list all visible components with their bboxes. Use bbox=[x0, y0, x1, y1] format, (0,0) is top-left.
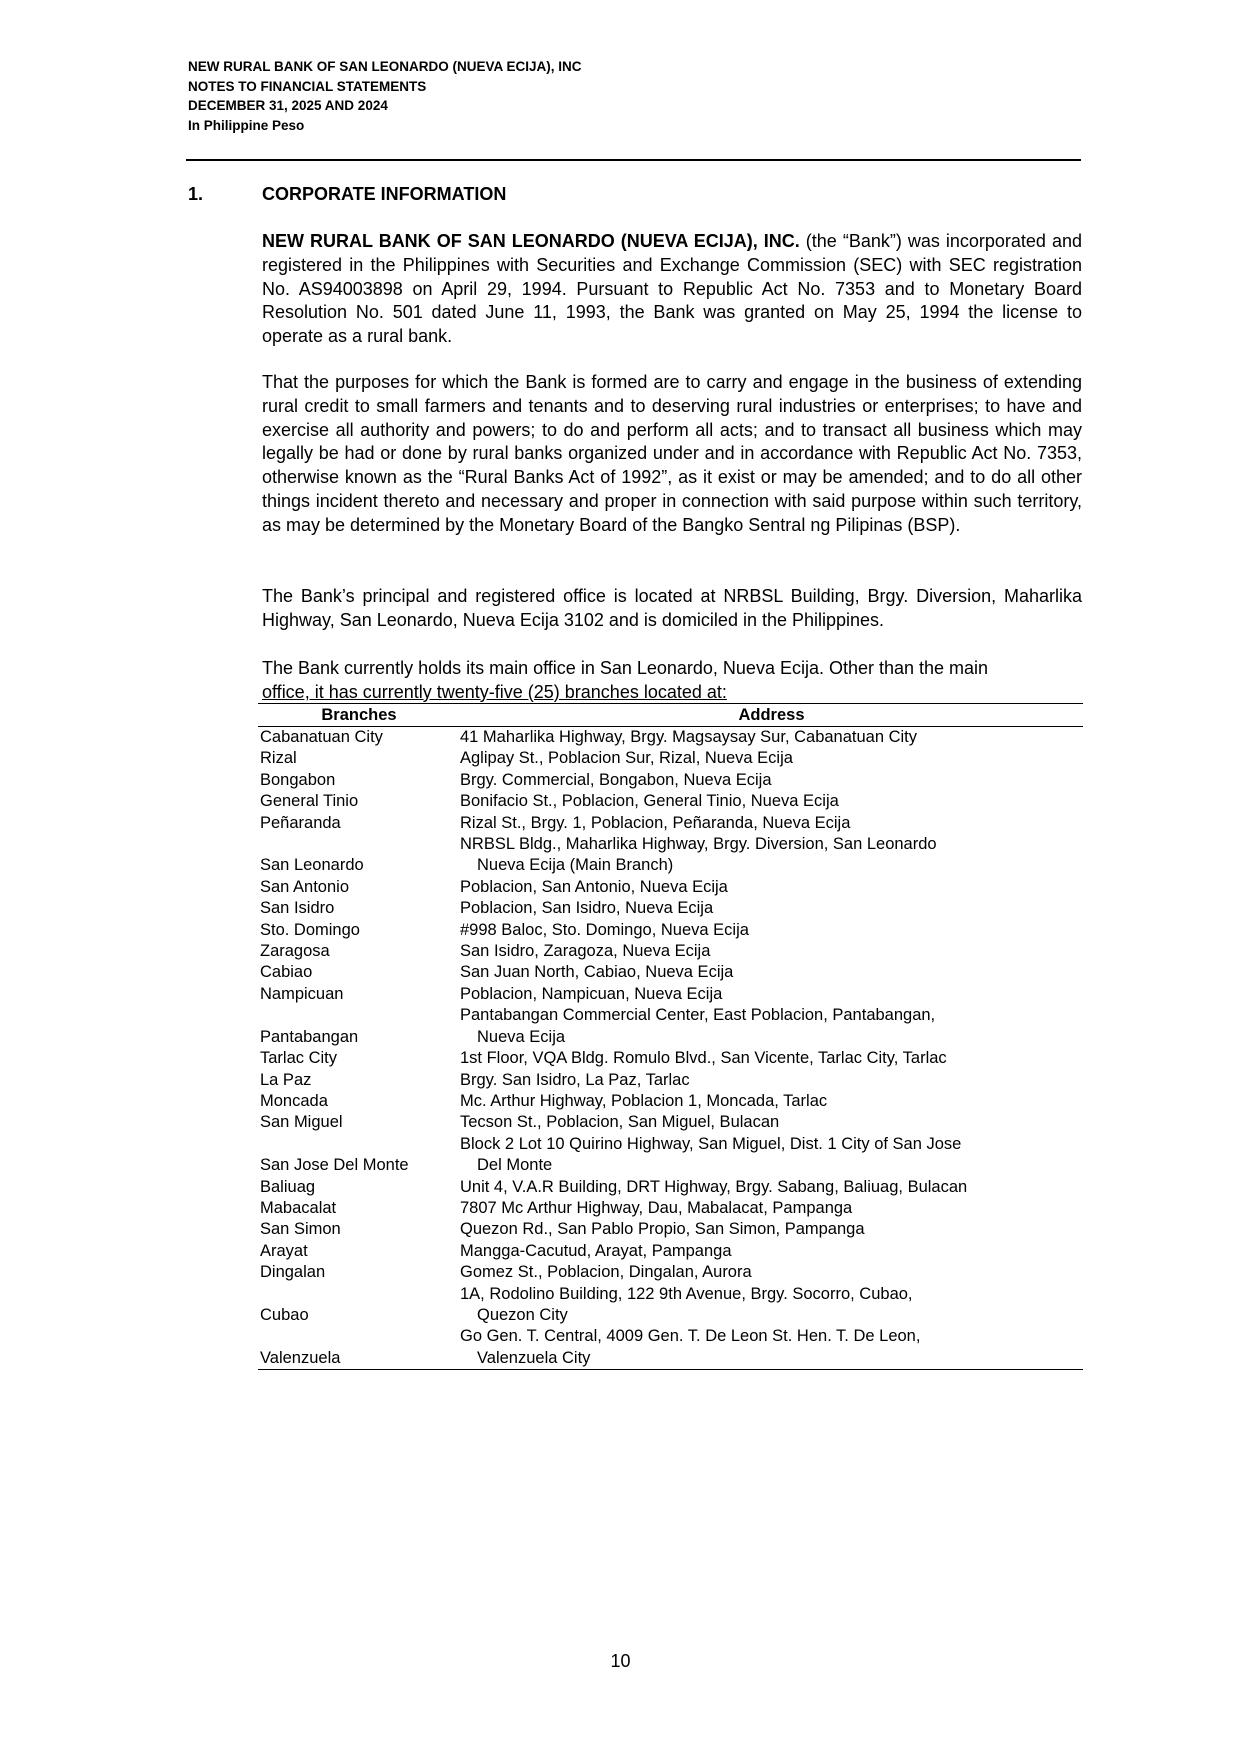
statement-title: NOTES TO FINANCIAL STATEMENTS bbox=[188, 78, 427, 94]
table-row bbox=[258, 941, 1083, 962]
branch-address bbox=[460, 770, 1083, 791]
branch-name: San Jose Del Monte bbox=[260, 1156, 409, 1175]
table-row bbox=[258, 962, 1083, 983]
branch-address-line: 7807 Mc Arthur Highway, Dau, Mabalacat, Pampanga bbox=[460, 1198, 853, 1217]
table-row bbox=[258, 813, 1083, 834]
table-row bbox=[258, 1219, 1083, 1240]
table-row bbox=[258, 1134, 1083, 1177]
branch-address-line: Mangga-Cacutud, Arayat, Pampanga bbox=[460, 1241, 732, 1260]
branch-name: La Paz bbox=[260, 1070, 312, 1089]
address-column-header: Address bbox=[460, 704, 1083, 727]
bank-name-bold: NEW RURAL BANK OF SAN LEONARDO (NUEVA ECIJA), INC. bbox=[262, 231, 800, 251]
statement-period: DECEMBER 31, 2025 AND 2024 bbox=[188, 98, 388, 113]
paragraph-principal-office: The Bank’s principal and registered office is located at NRBSL Building, Brgy. Diversion, Maharlika Highway, San Leonardo, Nueva Ecija 3102 and is domiciled in the Philippines. bbox=[262, 586, 1082, 630]
branch-address-continuation: Nueva Ecija bbox=[477, 1027, 566, 1046]
table-row bbox=[258, 1112, 1083, 1133]
branch-address-line: Rizal St., Brgy. 1, Poblacion, Peñaranda, Nueva Ecija bbox=[460, 813, 851, 832]
branch-address bbox=[460, 1048, 1083, 1069]
branch-name: Baliuag bbox=[260, 1177, 316, 1196]
table-row bbox=[258, 877, 1083, 898]
branch-address-line: NRBSL Bldg., Maharlika Highway, Brgy. Diversion, San Leonardo bbox=[460, 835, 937, 854]
section-title: CORPORATE INFORMATION bbox=[262, 184, 507, 204]
table-row bbox=[258, 1284, 1083, 1327]
branch-name: Cubao bbox=[260, 1305, 309, 1324]
branch-address-line: 41 Maharlika Highway, Brgy. Magsaysay Sur, Cabanatuan City bbox=[460, 728, 918, 746]
branch-address bbox=[460, 1284, 1083, 1327]
currency-note: In Philippine Peso bbox=[188, 117, 305, 133]
branches-table-body bbox=[258, 727, 1083, 1370]
branch-address bbox=[460, 727, 1083, 749]
table-row bbox=[258, 1262, 1083, 1283]
table-row bbox=[258, 898, 1083, 919]
branch-address bbox=[460, 791, 1083, 812]
branch-address bbox=[460, 1219, 1083, 1240]
branch-address bbox=[460, 1241, 1083, 1262]
branch-address bbox=[460, 1091, 1083, 1112]
branch-name: Peñaranda bbox=[260, 813, 341, 832]
branch-address-line: Brgy. San Isidro, La Paz, Tarlac bbox=[460, 1070, 690, 1089]
branch-address-line: Tecson St., Poblacion, San Miguel, Bulacan bbox=[460, 1113, 780, 1132]
branch-name: San Isidro bbox=[260, 899, 335, 918]
document-header bbox=[188, 57, 582, 135]
branch-address bbox=[460, 1198, 1083, 1219]
table-row bbox=[258, 1198, 1083, 1219]
branch-name: Dingalan bbox=[260, 1263, 326, 1282]
company-name: NEW RURAL BANK OF SAN LEONARDO (NUEVA ECIJA), INC bbox=[188, 59, 582, 74]
header-divider bbox=[186, 159, 1081, 161]
branch-address-continuation: Valenzuela City bbox=[477, 1348, 591, 1367]
branch-name: Rizal bbox=[260, 749, 297, 768]
branch-address-line: Quezon Rd., San Pablo Propio, San Simon, Pampanga bbox=[460, 1220, 865, 1239]
branch-address-continuation: Del Monte bbox=[477, 1156, 553, 1175]
branch-name: General Tinio bbox=[260, 792, 359, 811]
branch-name: San Miguel bbox=[260, 1113, 343, 1132]
table-row bbox=[258, 770, 1083, 791]
branch-address bbox=[460, 1070, 1083, 1091]
paragraph-purposes: That the purposes for which the Bank is formed are to carry and engage in the business of extending rural credit to small farmers and tenants and to deserving rural industries or enterprises; to have and exercise all authority and powers; to do and perform all acts; and to transact all business which may legally be had or done by rural banks organized under and in accordance with Republic Act No. 7353, otherwise known as the “Rural Banks Act of 1992”, as it exist or may be amended; and to do all other things incident thereto and necessary and proper in connection with said purpose within such territory, as may be determined by the Monetary Board of the Bangko Sentral ng Pilipinas (BSP). bbox=[262, 372, 1082, 535]
table-row bbox=[258, 727, 1083, 749]
branch-address-line: #998 Baloc, Sto. Domingo, Nueva Ecija bbox=[460, 920, 749, 939]
branch-address-line: Poblacion, Nampicuan, Nueva Ecija bbox=[460, 984, 723, 1003]
branch-address bbox=[460, 941, 1083, 962]
page-number: 10 bbox=[610, 1651, 631, 1671]
branch-address bbox=[460, 898, 1083, 919]
branch-address-line: San Juan North, Cabiao, Nueva Ecija bbox=[460, 963, 734, 982]
incorporation-text: (the “Bank”) was incorporated and registered in the Philippines with Securities and Exchange Commission (SEC) with SEC registration No. AS94003898 on April 29, 1994. Pursuant to Republic Act No. 7353 and to Monetary Board Resolution No. 501 dated June 11, 1993, the Bank was granted on May 25, 1994 the license to operate as a rural bank. bbox=[262, 231, 1082, 347]
paragraph-incorporation bbox=[262, 230, 1082, 349]
branch-address-continuation: Quezon City bbox=[477, 1305, 568, 1324]
branch-address-line: Brgy. Commercial, Bongabon, Nueva Ecija bbox=[460, 770, 772, 789]
table-row bbox=[258, 748, 1083, 769]
branch-name: Mabacalat bbox=[260, 1198, 337, 1217]
branch-address bbox=[460, 1177, 1083, 1198]
branch-address-line: Aglipay St., Poblacion Sur, Rizal, Nueva Ecija bbox=[460, 749, 793, 768]
branch-name: San Antonio bbox=[260, 877, 349, 896]
branch-name: Bongabon bbox=[260, 770, 336, 789]
table-header-row bbox=[258, 704, 1083, 727]
branches-table bbox=[258, 703, 1083, 1370]
section-number: 1. bbox=[188, 184, 204, 204]
branch-address-line: Gomez St., Poblacion, Dingalan, Aurora bbox=[460, 1263, 752, 1282]
branch-name: San Leonardo bbox=[260, 856, 364, 875]
branch-name: Cabiao bbox=[260, 963, 313, 982]
branch-address-line: 1st Floor, VQA Bldg. Romulo Blvd., San Vicente, Tarlac City, Tarlac bbox=[460, 1049, 947, 1068]
branch-address-line: Poblacion, San Isidro, Nueva Ecija bbox=[460, 899, 714, 918]
branch-name: Tarlac City bbox=[260, 1049, 338, 1068]
table-row bbox=[258, 834, 1083, 877]
branch-address bbox=[460, 1262, 1083, 1283]
table-row bbox=[258, 1005, 1083, 1048]
branch-address bbox=[460, 920, 1083, 941]
table-row bbox=[258, 1091, 1083, 1112]
branch-address-line: Poblacion, San Antonio, Nueva Ecija bbox=[460, 877, 728, 896]
branch-address bbox=[460, 877, 1083, 898]
table-row bbox=[258, 1048, 1083, 1069]
branch-address bbox=[460, 962, 1083, 983]
branch-name: Valenzuela bbox=[260, 1348, 341, 1367]
table-row bbox=[258, 1070, 1083, 1091]
branch-address-line: Unit 4, V.A.R Building, DRT Highway, Brgy. Sabang, Baliuag, Bulacan bbox=[460, 1177, 968, 1196]
branch-name: Zaragosa bbox=[260, 942, 330, 961]
branch-address bbox=[460, 984, 1083, 1005]
branch-address bbox=[460, 834, 1083, 877]
table-row bbox=[258, 1241, 1083, 1262]
branch-address bbox=[460, 1134, 1083, 1177]
branch-address-line: Pantabangan Commercial Center, East Poblacion, Pantabangan, bbox=[460, 1006, 936, 1025]
branch-address bbox=[460, 1112, 1083, 1133]
branch-address bbox=[460, 813, 1083, 834]
branch-name: Cabanatuan City bbox=[260, 728, 383, 746]
branch-name: Arayat bbox=[260, 1241, 308, 1260]
branch-address bbox=[460, 748, 1083, 769]
branch-name: Sto. Domingo bbox=[260, 920, 360, 939]
branches-intro-line-2: office, it has currently twenty-five (25) branches located at: bbox=[262, 681, 727, 702]
branch-name: Moncada bbox=[260, 1091, 328, 1110]
branch-address bbox=[460, 1005, 1083, 1048]
table-row bbox=[258, 1177, 1083, 1198]
branch-address-line: Go Gen. T. Central, 4009 Gen. T. De Leon St. Hen. T. De Leon, bbox=[460, 1327, 921, 1346]
branch-name: Nampicuan bbox=[260, 984, 344, 1003]
branch-address-continuation: Nueva Ecija (Main Branch) bbox=[477, 856, 674, 875]
paragraph-branches-intro bbox=[262, 657, 1082, 705]
branch-address bbox=[460, 1326, 1083, 1369]
table-row bbox=[258, 791, 1083, 812]
branch-address-line: San Isidro, Zaragoza, Nueva Ecija bbox=[460, 942, 711, 961]
table-row bbox=[258, 984, 1083, 1005]
branch-address-line: Block 2 Lot 10 Quirino Highway, San Miguel, Dist. 1 City of San Jose bbox=[460, 1134, 962, 1153]
table-row bbox=[258, 920, 1083, 941]
branch-name: San Simon bbox=[260, 1220, 341, 1239]
branches-column-header: Branches bbox=[258, 704, 460, 727]
branch-address-line: 1A, Rodolino Building, 122 9th Avenue, Brgy. Socorro, Cubao, bbox=[460, 1284, 913, 1303]
branch-address-line: Bonifacio St., Poblacion, General Tinio, Nueva Ecija bbox=[460, 792, 839, 811]
branch-address-line: Mc. Arthur Highway, Poblacion 1, Moncada, Tarlac bbox=[460, 1091, 828, 1110]
branch-name: Pantabangan bbox=[260, 1027, 359, 1046]
table-row bbox=[258, 1326, 1083, 1369]
branches-intro-line-1: The Bank currently holds its main office in San Leonardo, Nueva Ecija. Other than the main bbox=[262, 658, 989, 678]
